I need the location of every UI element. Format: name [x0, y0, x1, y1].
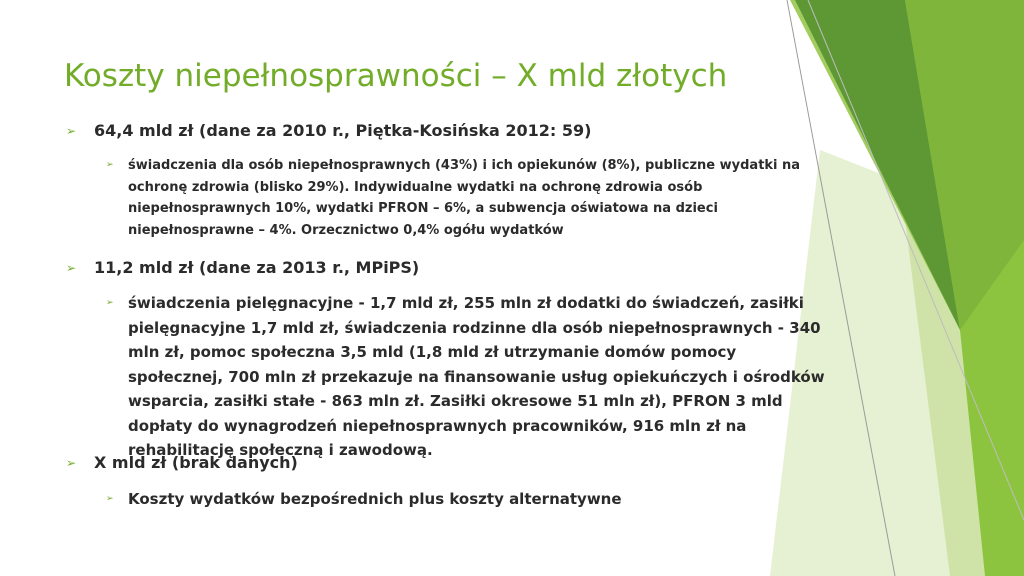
sub-bullet-item-1: [106, 155, 828, 241]
sub-bullet-arrow-icon: ➢: [106, 494, 114, 504]
slide-title: Koszty niepełnosprawności – X mld złotych: [64, 58, 728, 94]
bullet-arrow-icon: ➢: [66, 261, 77, 275]
bullet-item-2: [66, 257, 794, 279]
bullet-arrow-icon: ➢: [66, 456, 77, 470]
sub-bullet-arrow-icon: ➢: [106, 298, 114, 308]
bullet-item-1: [66, 120, 794, 142]
bullet-arrow-icon: ➢: [66, 124, 77, 138]
bullet-item-3: [66, 452, 794, 474]
bullet-text: 11,2 mld zł (dane za 2013 r., MPiPS): [94, 258, 420, 277]
sub-bullet-item-2: [106, 291, 828, 463]
sub-bullet-arrow-icon: ➢: [106, 160, 114, 170]
sub-bullet-text: Koszty wydatków bezpośrednich plus koszty alternatywne: [128, 490, 622, 508]
bullet-text: 64,4 mld zł (dane za 2010 r., Piętka-Kosińska 2012: 59): [94, 121, 592, 140]
sub-bullet-text: świadczenia dla osób niepełnosprawnych (43%) i ich opiekunów (8%), publiczne wydatki na ochronę zdrowia (blisko 29%). Indywidualne wydatki na ochronę zdrowia osób niepełnosprawnych 10%, wydatki PFRON – 6%, a subwencja oświatowa na dzieci niepełnosprawne – 4%. Orzecznictwo 0,4% ogółu wydatków: [128, 158, 801, 238]
sub-bullet-item-3: [106, 487, 828, 512]
sub-bullet-text: świadczenia pielęgnacyjne - 1,7 mld zł, 255 mln zł dodatki do świadczeń, zasiłki pielęgnacyjne 1,7 mld zł, świadczenia rodzinne dla osób niepełnosprawnych - 340 mln zł, pomoc społeczna 3,5 mld (1,8 mld zł utrzymanie domów pomocy społecznej, 700 mln zł przekazuje na finansowanie usług opiekuńczych i ośrodków wsparcia, zasiłki stałe - 863 mln zł. Zasiłki okresowe 51 mln zł), PFRON 3 mld dopłaty do wynagrodzeń niepełnosprawnych pracowników, 916 mln zł na rehabilitację społeczną i zawodową.: [128, 294, 825, 459]
bullet-text: X mld zł (brak danych): [94, 453, 298, 472]
